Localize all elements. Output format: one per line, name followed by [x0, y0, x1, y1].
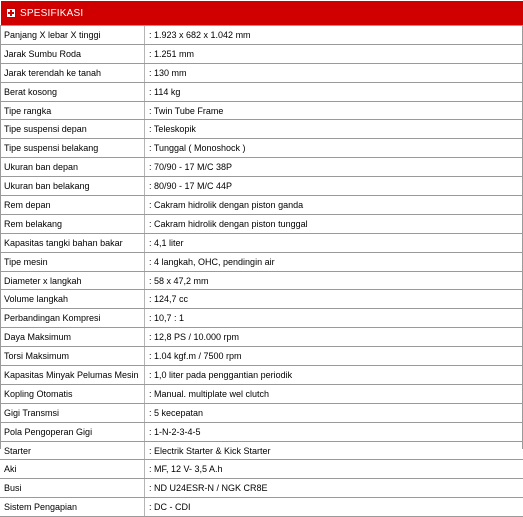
spec-label: Volume langkah: [4, 294, 69, 305]
spec-row: [0, 234, 523, 253]
spec-row: [0, 120, 523, 139]
spec-row: [0, 272, 523, 291]
spec-value: : 5 kecepatan: [144, 404, 523, 422]
spec-row: [0, 45, 523, 64]
spec-row: [0, 64, 523, 83]
spec-label: Tipe mesin: [4, 256, 48, 267]
spec-label: Jarak Sumbu Roda: [4, 48, 82, 59]
spec-row: [0, 423, 523, 442]
spec-label: Daya Maksimum: [4, 332, 72, 343]
spec-label: Ukuran ban belakang: [4, 181, 90, 192]
spec-label: Rem belakang: [4, 218, 63, 229]
spec-row: [0, 479, 523, 498]
spec-value: : 1-N-2-3-4-5: [144, 423, 523, 441]
spec-value: : 1,0 liter pada penggantian periodik: [144, 366, 523, 384]
spec-label: Perbandingan Kompresi: [4, 313, 101, 324]
spec-value: : Electrik Starter & Kick Starter: [144, 442, 523, 460]
spec-label: Ukuran ban depan: [4, 162, 79, 173]
spec-value: : 58 x 47,2 mm: [144, 272, 523, 290]
spec-label: Tipe suspensi belakang: [4, 143, 99, 154]
spec-value: : Cakram hidrolik dengan piston ganda: [144, 196, 523, 214]
spec-label: Torsi Maksimum: [4, 351, 70, 362]
spec-row: [0, 158, 523, 177]
spec-label: Panjang X lebar X tinggi: [4, 29, 101, 40]
spec-row: [0, 26, 523, 45]
spec-row: [0, 460, 523, 479]
spec-value: : 114 kg: [144, 83, 523, 101]
spec-row: [0, 83, 523, 102]
spec-value: : Cakram hidrolik dengan piston tunggal: [144, 215, 523, 233]
spec-value: : 1.04 kgf.m / 7500 rpm: [144, 347, 523, 365]
spec-value: : 12,8 PS / 10.000 rpm: [144, 328, 523, 346]
spec-label: Starter: [4, 445, 32, 456]
swiss-flag-icon: [6, 8, 16, 18]
spec-row: [0, 177, 523, 196]
spec-label: Kopling Otomatis: [4, 388, 73, 399]
spec-label: Tipe suspensi depan: [4, 124, 87, 135]
spec-value: : 1.923 x 682 x 1.042 mm: [144, 26, 523, 44]
spec-value: : DC - CDI: [144, 498, 523, 516]
spec-value: : Tunggal ( Monoshock ): [144, 139, 523, 157]
spec-value: : 1.251 mm: [144, 45, 523, 63]
spec-value: : Teleskopik: [144, 120, 523, 138]
spec-row: [0, 498, 523, 517]
spec-value: : 124,7 cc: [144, 290, 523, 308]
spec-label: Kapasitas Minyak Pelumas Mesin: [4, 369, 139, 380]
spec-value: : 4,1 liter: [144, 234, 523, 252]
spec-value: : 130 mm: [144, 64, 523, 82]
spec-label: Gigi Transmsi: [4, 407, 60, 418]
spec-row: [0, 290, 523, 309]
spec-value: : 80/90 - 17 M/C 44P: [144, 177, 523, 195]
spec-header: [1, 1, 523, 25]
spec-value: : ND U24ESR-N / NGK CR8E: [144, 479, 523, 497]
spec-label: Aki: [4, 464, 17, 475]
spec-row: [0, 139, 523, 158]
spec-row: [0, 442, 523, 461]
spec-row: [0, 309, 523, 328]
spec-row: [0, 328, 523, 347]
spec-value: : Twin Tube Frame: [144, 102, 523, 120]
spec-row: [0, 102, 523, 121]
spec-row: [0, 347, 523, 366]
spec-label: Berat kosong: [4, 86, 58, 97]
spec-title: SPESIFIKASI: [20, 7, 84, 19]
spec-label: Jarak terendah ke tanah: [4, 67, 102, 78]
spec-value: : 70/90 - 17 M/C 38P: [144, 158, 523, 176]
spec-row: [0, 404, 523, 423]
spec-label: Kapasitas tangki bahan bakar: [4, 237, 123, 248]
spec-value: : 4 langkah, OHC, pendingin air: [144, 253, 523, 271]
spec-value: : Manual. multiplate wel clutch: [144, 385, 523, 403]
spec-value: : MF, 12 V- 3,5 A.h: [144, 460, 523, 478]
spec-label: Busi: [4, 483, 22, 494]
spec-row: [0, 385, 523, 404]
spec-label: Sistem Pengapian: [4, 502, 78, 513]
spec-value: : 10,7 : 1: [144, 309, 523, 327]
spec-label: Rem depan: [4, 199, 51, 210]
spec-row: [0, 253, 523, 272]
spec-row: [0, 215, 523, 234]
spec-label: Diameter x langkah: [4, 275, 82, 286]
spec-row: [0, 366, 523, 385]
spec-table: [0, 25, 523, 517]
spec-label: Tipe rangka: [4, 105, 52, 116]
spec-label: Pola Pengoperan Gigi: [4, 426, 93, 437]
spec-row: [0, 196, 523, 215]
